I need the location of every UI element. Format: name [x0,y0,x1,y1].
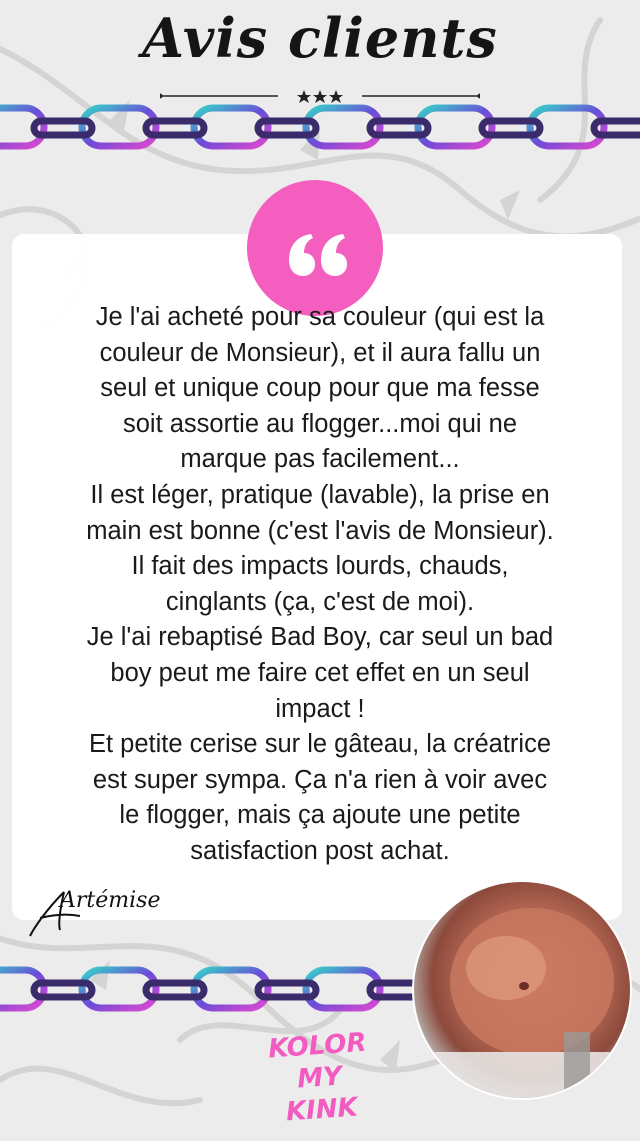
review-line: Je l'ai acheté pour sa couleur (qui est la [95,303,545,331]
brand-logo-line: MY [296,1061,343,1095]
review-line: boy peut me faire cet effet en un seul [110,658,530,687]
quote-badge [247,180,383,316]
review-line: main est bonne (c'est l'avis de Monsieur). [86,516,554,545]
quote-open-icon [247,180,383,316]
review-line: Je l'ai rebaptisé Bad Boy, car seul un bad [86,623,554,652]
review-line: couleur de Monsieur), et il aura fallu un [99,338,541,367]
review-line: le flogger, mais ça ajoute une petite [119,801,521,830]
review-line: est super sympa. Ça n'a rien à voir avec [92,765,548,794]
brand-logo-line: KINK [284,1092,359,1128]
review-line: soit assortie au flogger...moi qui ne [122,409,518,438]
review-line: impact ! [275,694,365,723]
chain-decoration-top [0,98,640,158]
review-line: seul et unique coup pour que ma fesse [100,374,540,403]
review-line: Il est léger, pratique (lavable), la prise en [90,480,550,509]
review-line: Il fait des impacts lourds, chauds, [131,552,509,581]
photo-content [414,882,630,1098]
page-title: Avis clients [142,6,498,70]
brand-logo-line: KOLOR [267,1027,368,1065]
customer-photo [412,880,632,1100]
review-line: marque pas facilement... [180,445,460,474]
review-line: cinglants (ça, c'est de moi). [165,587,475,616]
review-author: Artémise [60,888,161,913]
review-text [22,300,618,870]
review-line: Et petite cerise sur le gâteau, la créatrice [88,730,552,759]
review-line: satisfaction post achat. [190,836,450,865]
brand-logo [266,1027,373,1141]
